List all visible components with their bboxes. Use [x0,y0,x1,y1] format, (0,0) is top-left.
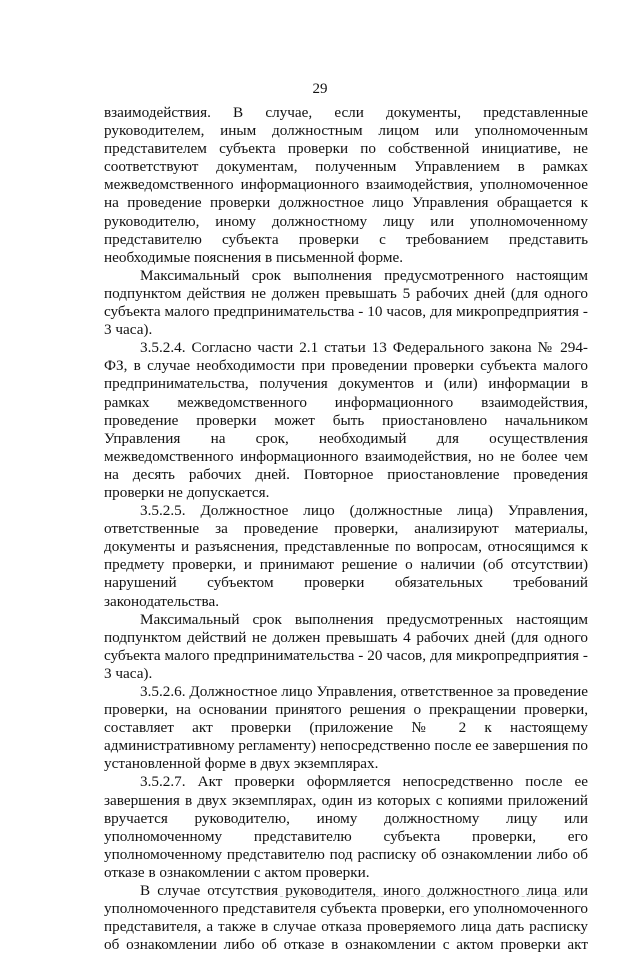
document-body [104,104,588,954]
paragraph-3-5-2-4: 3.5.2.4. Согласно части 2.1 статьи 13 Федерального закона № 294-ФЗ, в случае необходимости при проведении проверки субъекта малого предпринимательства, получения документов и (или) информации в рамках межведомственного информационного взаимодействия, проведение проверки может быть приостановлено начальником Управления на срок, необходимый для осуществления межведомственного информационного взаимодействия, но не более чем на десять рабочих дней. Повторное приостановление проведения проверки не допускается. [104,339,588,501]
paragraph-3-5-2-6: 3.5.2.6. Должностное лицо Управления, ответственное за проведение проверки, на основании принятого решения о прекращении проверки, составляет акт проверки (приложение № 2 к настоящему административному регламенту) непосредственно после ее завершения по установленной форме в двух экземплярах. [104,683,588,773]
page-bottom-rule [280,896,580,897]
paragraph-3-5-2-5: 3.5.2.5. Должностное лицо (должностные лица) Управления, ответственные за проведение проверки, анализируют материалы, документы и разъяснения, представленные по вопросам, относящимся к предмету проверки, и принимают решение о наличии (об отсутствии) нарушений субъектом проверки обязательных требований законодательства. [104,502,588,610]
paragraph-continuation: взаимодействия. В случае, если документы, представленные руководителем, иным должностным лицом или уполномоченным представителем субъекта проверки по собственной инициативе, не соответствуют документам, полученным Управлением в рамках межведомственного информационного взаимодействия, уполномоченное на проведение проверки должностное лицо Управления обращается к руководителю, иному должностному лицу или уполномоченному представителю субъекта проверки с требованием представить необходимые пояснения в письменной форме. [104,104,588,266]
paragraph-3-5-2-7: 3.5.2.7. Акт проверки оформляется непосредственно после ее завершения в двух экземплярах, один из которых с копиями приложений вручается руководителю, иному должностному лицу или уполномоченному представителю субъекта проверки, его уполномоченному представителю под расписку об ознакомлении либо об отказе в ознакомлении с актом проверки. [104,773,588,881]
page-number: 29 [312,81,328,97]
paragraph-max-term-5-days: Максимальный срок выполнения предусмотренного настоящим подпунктом действия не должен превышать 5 рабочих дней (для одного субъекта малого предпринимательства - 10 часов, для микропредприятия - 3 часа). [104,266,588,339]
paragraph-max-term-4-days: Максимальный срок выполнения предусмотренных настоящим подпунктом действий не должен превышать 4 рабочих дней (для одного субъекта малого предпринимательства - 20 часов, для микропредприятия - 3 часа). [104,610,588,682]
paragraph-absence-case: В случае отсутствия руководителя, иного должностного лица или уполномоченного представителя субъекта проверки, его уполномоченного представителя, а также в случае отказа проверяемого лица дать расписку об ознакомлении либо об отказе в ознакомлении с актом проверки акт [104,882,588,954]
